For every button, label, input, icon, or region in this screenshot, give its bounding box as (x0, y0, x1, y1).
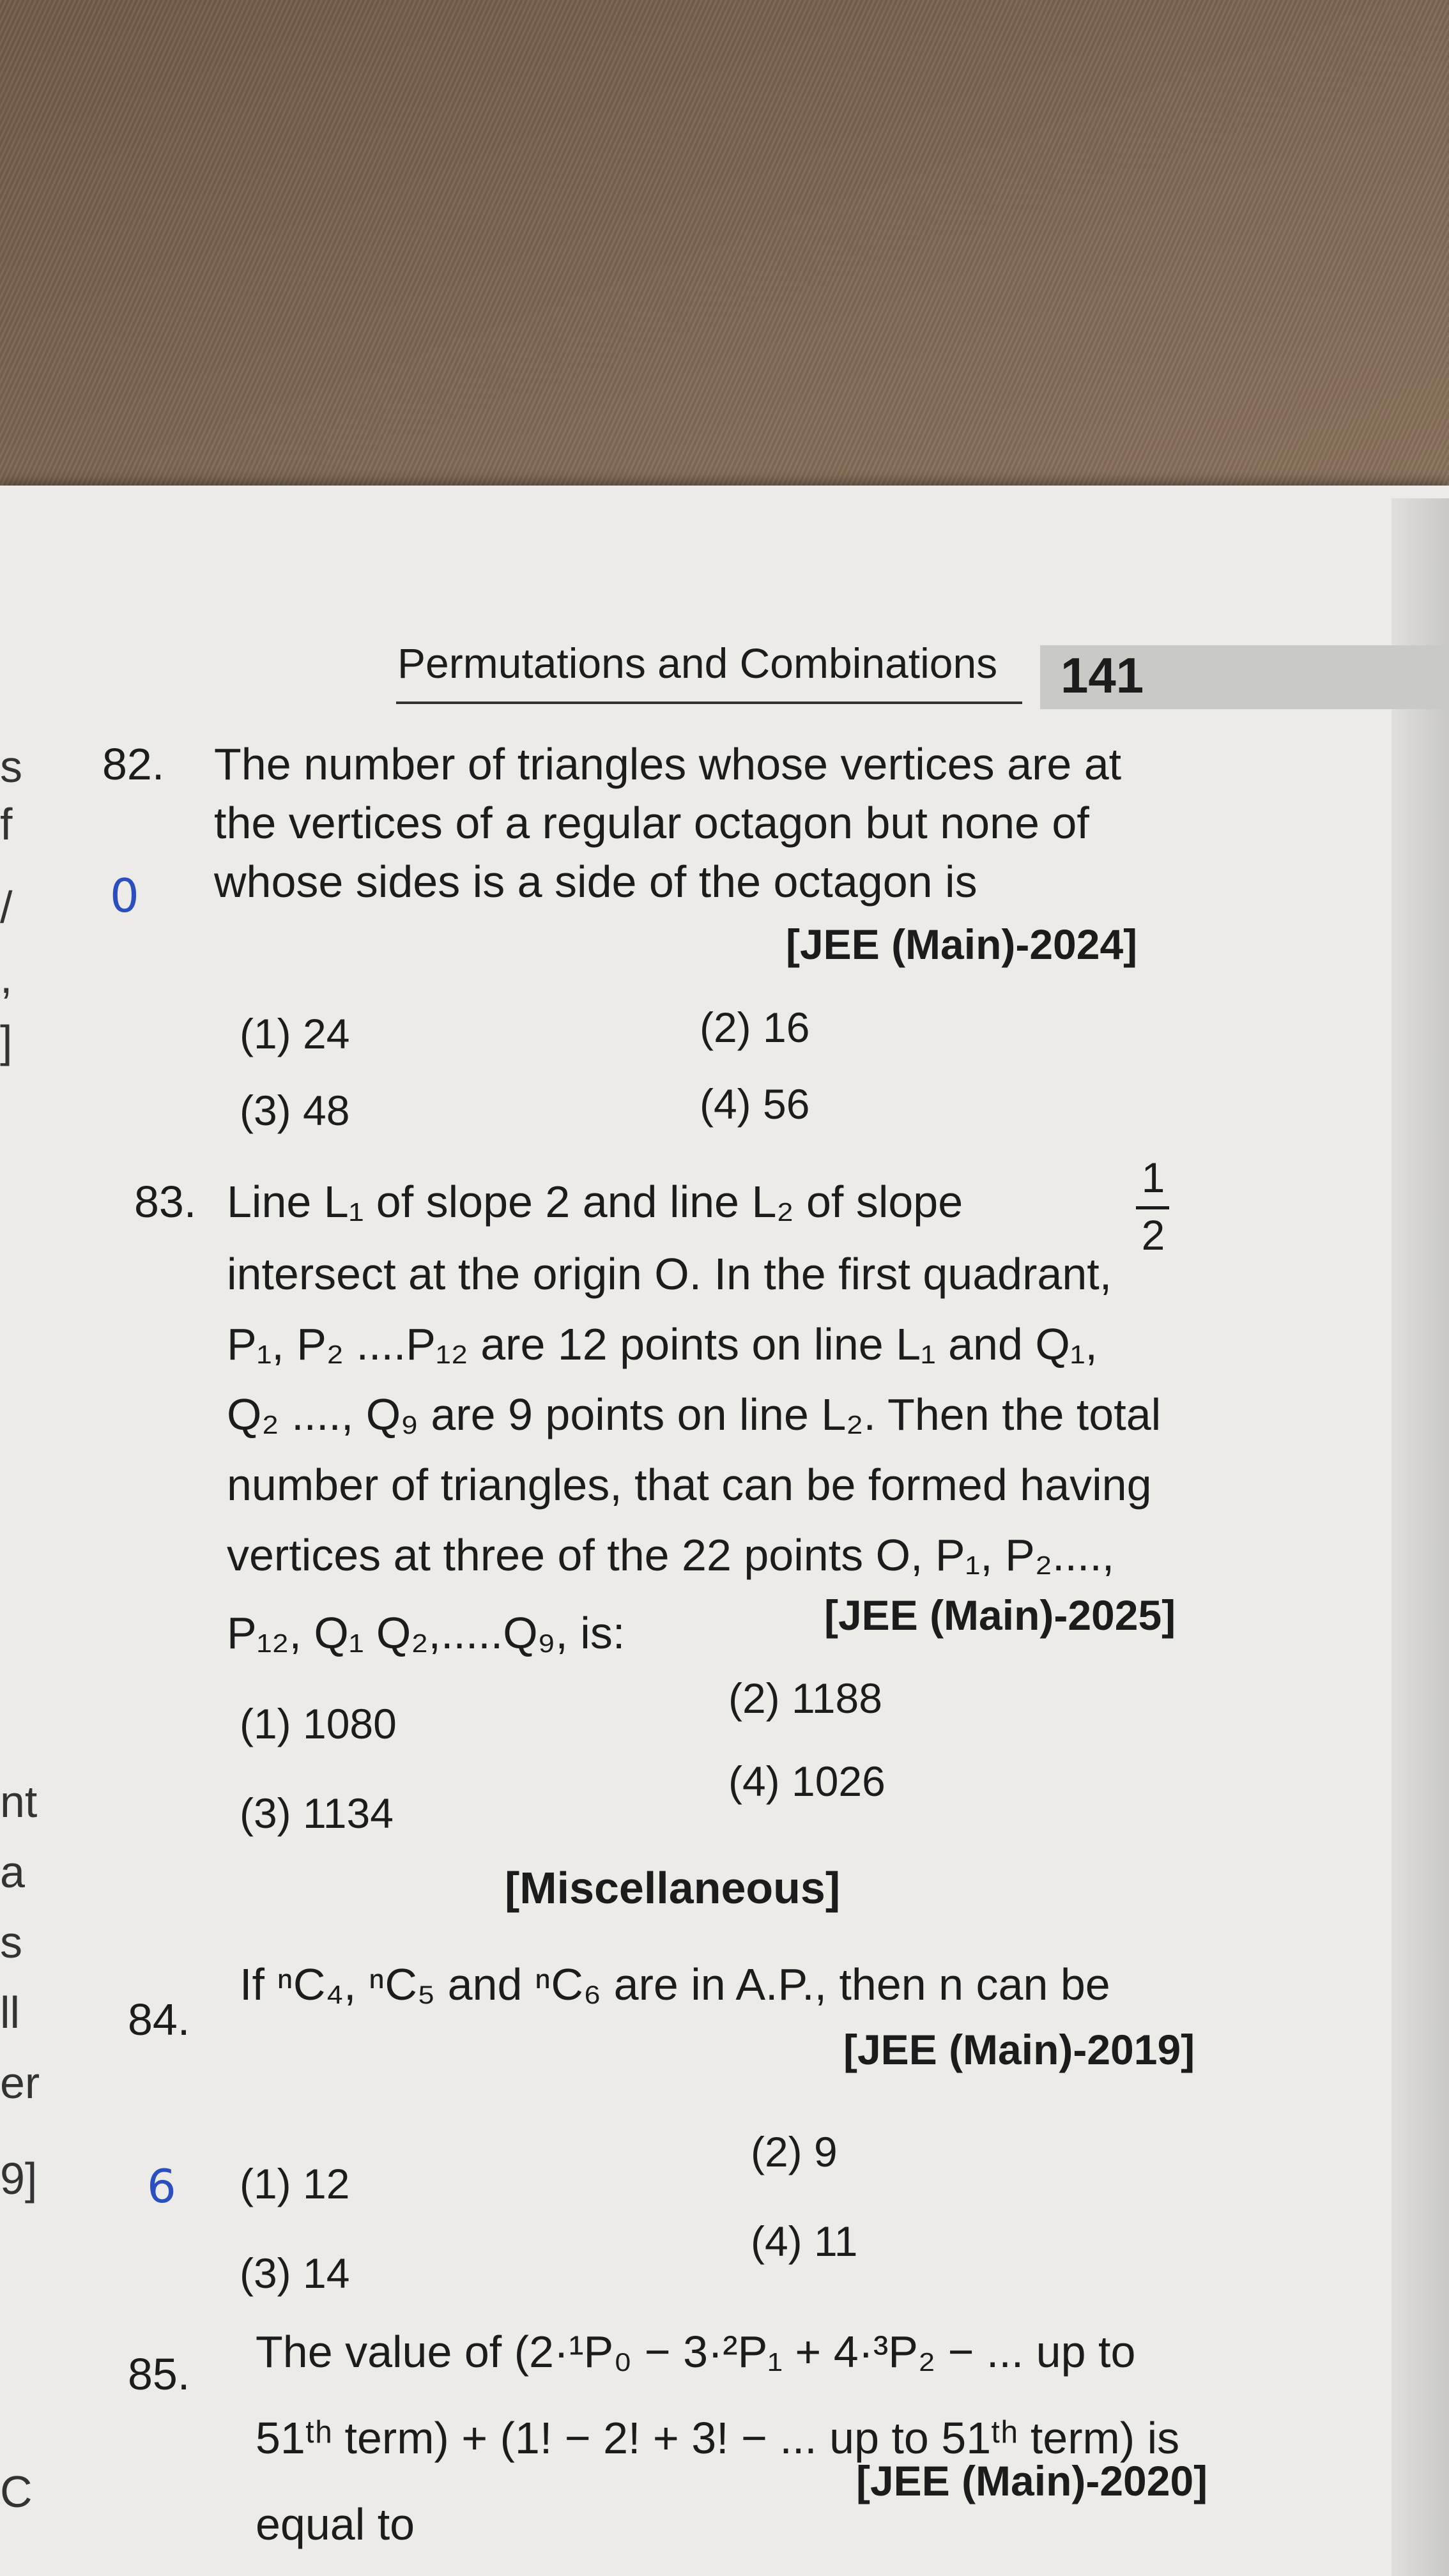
question-84-option-2: (2) 9 (751, 2128, 838, 2175)
page-number: 141 (1061, 647, 1144, 703)
margin-fragment: s (0, 1917, 22, 1967)
question-82-source: [JEE (Main)-2024] (786, 921, 1138, 968)
question-83-line: intersect at the origin O. In the first quadrant, (227, 1249, 1112, 1299)
question-83-option-1: (1) 1080 (240, 1700, 397, 1747)
question-85-line: equal to (256, 2499, 415, 2549)
question-83-line: number of triangles, that can be formed having (227, 1460, 1152, 1510)
question-83-source: [JEE (Main)-2025] (824, 1591, 1176, 1639)
margin-fragment: C (0, 2467, 33, 2517)
header-rule (396, 702, 1022, 704)
margin-fragment: 9] (0, 2154, 38, 2204)
question-83-line: P₁, P₂ ....P₁₂ are 12 points on line L₁ and Q₁, (227, 1319, 1098, 1369)
question-85-number: 85. (128, 2349, 190, 2399)
question-82-option-3: (3) 48 (240, 1087, 350, 1134)
chapter-title: Permutations and Combinations (397, 640, 998, 687)
page-edge-shadow (1392, 498, 1449, 2576)
question-83-option-4: (4) 1026 (728, 1758, 885, 1805)
margin-fragment: er (0, 2058, 40, 2108)
question-83-option-3: (3) 1134 (240, 1790, 394, 1837)
slope-fraction-numerator: 1 (1141, 1154, 1165, 1201)
handwritten-mark-82: 0 (110, 869, 139, 923)
question-84-line: If ⁿC₄, ⁿC₅ and ⁿC₆ are in A.P., then n can be (240, 1959, 1110, 2009)
margin-fragment: s (0, 742, 22, 792)
question-84-option-3: (3) 14 (240, 2250, 350, 2297)
question-83-line: Line L₁ of slope 2 and line L₂ of slope (227, 1177, 963, 1227)
question-83-number: 83. (134, 1177, 197, 1227)
slope-fraction-bar (1136, 1206, 1169, 1209)
question-84-option-1: (1) 12 (240, 2160, 350, 2207)
question-84-option-4: (4) 11 (751, 2218, 858, 2265)
question-84-source: [JEE (Main)-2019] (843, 2026, 1195, 2073)
question-85-source: [JEE (Main)-2020] (856, 2457, 1208, 2504)
question-85-line: The value of (2·¹P₀ − 3·²P₁ + 4·³P₂ − ... up to (256, 2327, 1136, 2377)
question-82-number: 82. (102, 739, 165, 789)
margin-fragment: f (0, 799, 13, 849)
section-heading-miscellaneous: [Miscellaneous] (505, 1863, 841, 1913)
margin-fragment: ll (0, 1988, 20, 2037)
question-83-line: Q₂ ...., Q₉ are 9 points on line L₂. Then the total (227, 1390, 1162, 1439)
question-82-option-4: (4) 56 (700, 1080, 810, 1128)
margin-fragment: a (0, 1847, 25, 1897)
margin-fragment: nt (0, 1777, 38, 1827)
slope-fraction-denominator: 2 (1141, 1211, 1165, 1259)
question-84-number: 84. (128, 1995, 190, 2044)
question-83-line: P₁₂, Q₁ Q₂,.....Q₉, is: (227, 1608, 625, 1658)
question-85-line: 51ᵗʰ term) + (1! − 2! + 3! − ... up to 51ᵗʰ term) is (256, 2413, 1180, 2463)
margin-fragment: / (0, 882, 13, 932)
question-82-line: the vertices of a regular octagon but none of (214, 798, 1089, 848)
handwritten-mark-84: 6 (147, 2159, 176, 2213)
margin-fragment: , (0, 953, 13, 1002)
question-82-line: whose sides is a side of the octagon is (214, 857, 977, 907)
question-82-line: The number of triangles whose vertices are at (214, 739, 1122, 789)
margin-fragment: ] (0, 1016, 13, 1066)
question-83-option-2: (2) 1188 (728, 1675, 882, 1722)
question-82-option-2: (2) 16 (700, 1004, 810, 1051)
question-83-line: vertices at three of the 22 points O, P₁, P₂...., (227, 1530, 1115, 1580)
question-82-option-1: (1) 24 (240, 1010, 350, 1057)
